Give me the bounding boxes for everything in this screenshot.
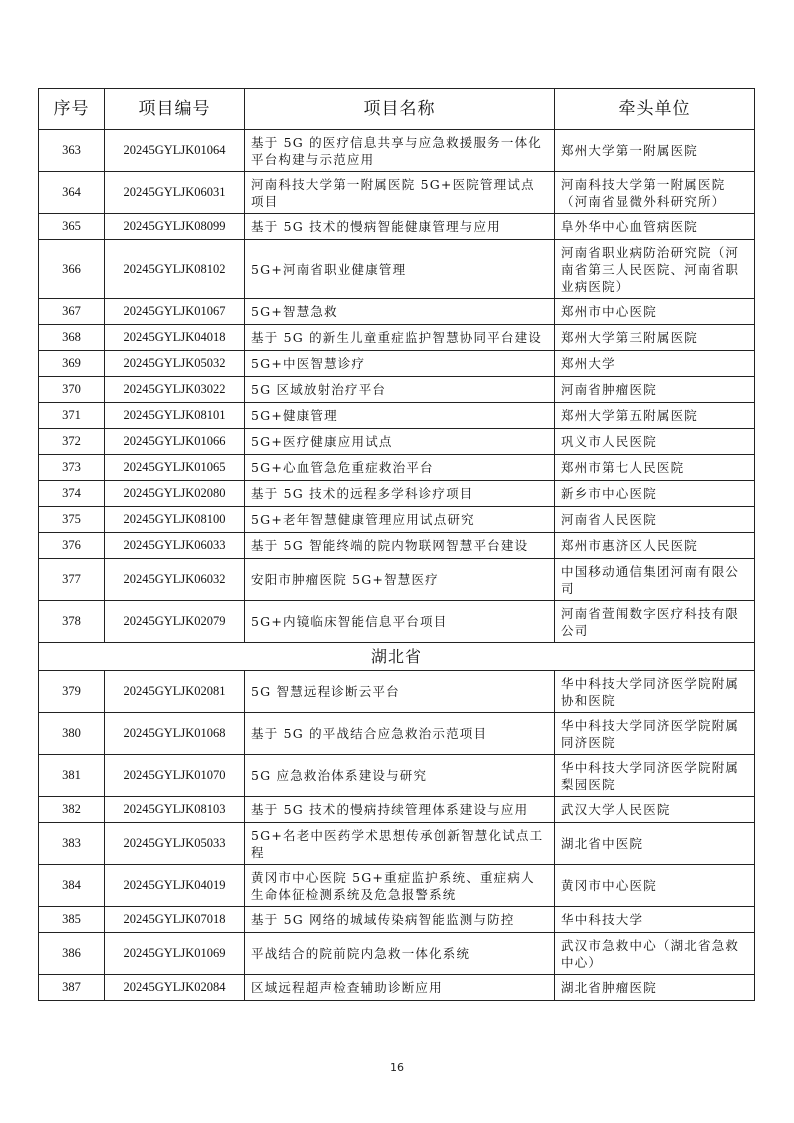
project-code: 20245GYLJK01066 bbox=[105, 429, 245, 455]
section-row bbox=[39, 643, 755, 671]
row-index: 384 bbox=[39, 865, 105, 907]
row-index: 369 bbox=[39, 351, 105, 377]
project-name: 5G 智慧远程诊断云平台 bbox=[245, 671, 555, 713]
table-row bbox=[39, 481, 755, 507]
table-header-row bbox=[39, 89, 755, 130]
project-code: 20245GYLJK02081 bbox=[105, 671, 245, 713]
lead-unit: 郑州市中心医院 bbox=[555, 299, 755, 325]
project-code: 20245GYLJK01070 bbox=[105, 755, 245, 797]
lead-unit: 郑州市第七人民医院 bbox=[555, 455, 755, 481]
project-code: 20245GYLJK08103 bbox=[105, 797, 245, 823]
lead-unit: 中国移动通信集团河南有限公司 bbox=[555, 559, 755, 601]
row-index: 378 bbox=[39, 601, 105, 643]
table-row bbox=[39, 975, 755, 1001]
project-code: 20245GYLJK08100 bbox=[105, 507, 245, 533]
lead-unit: 郑州大学第一附属医院 bbox=[555, 130, 755, 172]
project-code: 20245GYLJK03022 bbox=[105, 377, 245, 403]
row-index: 381 bbox=[39, 755, 105, 797]
project-code: 20245GYLJK07018 bbox=[105, 907, 245, 933]
lead-unit: 华中科技大学同济医学院附属同济医院 bbox=[555, 713, 755, 755]
table-row bbox=[39, 907, 755, 933]
row-index: 365 bbox=[39, 214, 105, 240]
lead-unit: 郑州大学第五附属医院 bbox=[555, 403, 755, 429]
project-name: 5G+智慧急救 bbox=[245, 299, 555, 325]
project-name: 基于 5G 的平战结合应急救治示范项目 bbox=[245, 713, 555, 755]
project-name: 基于 5G 网络的城域传染病智能监测与防控 bbox=[245, 907, 555, 933]
table-row bbox=[39, 797, 755, 823]
project-name: 区域远程超声检查辅助诊断应用 bbox=[245, 975, 555, 1001]
table-row bbox=[39, 671, 755, 713]
table-row bbox=[39, 933, 755, 975]
project-name: 基于 5G 的新生儿童重症监护智慧协同平台建设 bbox=[245, 325, 555, 351]
project-name: 安阳市肿瘤医院 5G+智慧医疗 bbox=[245, 559, 555, 601]
project-name: 基于 5G 技术的慢病持续管理体系建设与应用 bbox=[245, 797, 555, 823]
table-row bbox=[39, 130, 755, 172]
project-code: 20245GYLJK02080 bbox=[105, 481, 245, 507]
project-name: 基于 5G 技术的远程多学科诊疗项目 bbox=[245, 481, 555, 507]
project-name: 5G 区域放射治疗平台 bbox=[245, 377, 555, 403]
lead-unit: 武汉市急救中心（湖北省急救中心） bbox=[555, 933, 755, 975]
row-index: 370 bbox=[39, 377, 105, 403]
row-index: 375 bbox=[39, 507, 105, 533]
project-code: 20245GYLJK01069 bbox=[105, 933, 245, 975]
row-index: 379 bbox=[39, 671, 105, 713]
project-table bbox=[38, 88, 755, 1001]
lead-unit: 河南省职业病防治研究院（河南省第三人民医院、河南省职业病医院） bbox=[555, 240, 755, 299]
table-row bbox=[39, 351, 755, 377]
project-name: 5G+医疗健康应用试点 bbox=[245, 429, 555, 455]
project-name: 5G+中医智慧诊疗 bbox=[245, 351, 555, 377]
lead-unit: 阜外华中心血管病医院 bbox=[555, 214, 755, 240]
lead-unit: 郑州大学 bbox=[555, 351, 755, 377]
row-index: 371 bbox=[39, 403, 105, 429]
table-row bbox=[39, 533, 755, 559]
lead-unit: 湖北省肿瘤医院 bbox=[555, 975, 755, 1001]
row-index: 364 bbox=[39, 172, 105, 214]
lead-unit: 河南科技大学第一附属医院（河南省显微外科研究所） bbox=[555, 172, 755, 214]
project-code: 20245GYLJK05033 bbox=[105, 823, 245, 865]
page-number: 16 bbox=[390, 1061, 404, 1074]
row-index: 374 bbox=[39, 481, 105, 507]
project-name: 5G+内镜临床智能信息平台项目 bbox=[245, 601, 555, 643]
header-index: 序号 bbox=[39, 89, 105, 130]
row-index: 372 bbox=[39, 429, 105, 455]
project-code: 20245GYLJK08101 bbox=[105, 403, 245, 429]
project-name: 基于 5G 智能终端的院内物联网智慧平台建设 bbox=[245, 533, 555, 559]
project-name: 5G+健康管理 bbox=[245, 403, 555, 429]
row-index: 382 bbox=[39, 797, 105, 823]
table-row bbox=[39, 240, 755, 299]
table-row bbox=[39, 403, 755, 429]
project-code: 20245GYLJK06033 bbox=[105, 533, 245, 559]
project-code: 20245GYLJK02079 bbox=[105, 601, 245, 643]
lead-unit: 华中科技大学同济医学院附属协和医院 bbox=[555, 671, 755, 713]
project-code: 20245GYLJK08102 bbox=[105, 240, 245, 299]
project-name: 河南科技大学第一附属医院 5G+医院管理试点项目 bbox=[245, 172, 555, 214]
project-name: 基于 5G 技术的慢病智能健康管理与应用 bbox=[245, 214, 555, 240]
row-index: 366 bbox=[39, 240, 105, 299]
table-row bbox=[39, 823, 755, 865]
lead-unit: 巩义市人民医院 bbox=[555, 429, 755, 455]
table-row bbox=[39, 713, 755, 755]
table-row bbox=[39, 865, 755, 907]
project-name: 5G+河南省职业健康管理 bbox=[245, 240, 555, 299]
header-lead-unit: 牵头单位 bbox=[555, 89, 755, 130]
row-index: 376 bbox=[39, 533, 105, 559]
lead-unit: 河南省萱闱数字医疗科技有限公司 bbox=[555, 601, 755, 643]
lead-unit: 华中科技大学 bbox=[555, 907, 755, 933]
table-row bbox=[39, 559, 755, 601]
table-row bbox=[39, 299, 755, 325]
project-name: 5G+老年智慧健康管理应用试点研究 bbox=[245, 507, 555, 533]
lead-unit: 华中科技大学同济医学院附属梨园医院 bbox=[555, 755, 755, 797]
header-project-code: 项目编号 bbox=[105, 89, 245, 130]
project-name: 平战结合的院前院内急救一体化系统 bbox=[245, 933, 555, 975]
lead-unit: 郑州市惠济区人民医院 bbox=[555, 533, 755, 559]
project-code: 20245GYLJK01068 bbox=[105, 713, 245, 755]
project-code: 20245GYLJK06031 bbox=[105, 172, 245, 214]
project-code: 20245GYLJK01064 bbox=[105, 130, 245, 172]
project-name: 基于 5G 的医疗信息共享与应急救援服务一体化平台构建与示范应用 bbox=[245, 130, 555, 172]
row-index: 383 bbox=[39, 823, 105, 865]
row-index: 385 bbox=[39, 907, 105, 933]
project-code: 20245GYLJK01067 bbox=[105, 299, 245, 325]
project-code: 20245GYLJK01065 bbox=[105, 455, 245, 481]
project-code: 20245GYLJK05032 bbox=[105, 351, 245, 377]
table-row bbox=[39, 377, 755, 403]
row-index: 387 bbox=[39, 975, 105, 1001]
project-code: 20245GYLJK06032 bbox=[105, 559, 245, 601]
project-code: 20245GYLJK04019 bbox=[105, 865, 245, 907]
row-index: 377 bbox=[39, 559, 105, 601]
row-index: 373 bbox=[39, 455, 105, 481]
row-index: 363 bbox=[39, 130, 105, 172]
project-code: 20245GYLJK02084 bbox=[105, 975, 245, 1001]
row-index: 386 bbox=[39, 933, 105, 975]
table-row bbox=[39, 429, 755, 455]
section-title: 湖北省 bbox=[39, 643, 755, 671]
lead-unit: 郑州大学第三附属医院 bbox=[555, 325, 755, 351]
lead-unit: 武汉大学人民医院 bbox=[555, 797, 755, 823]
project-code: 20245GYLJK04018 bbox=[105, 325, 245, 351]
row-index: 380 bbox=[39, 713, 105, 755]
table-row bbox=[39, 325, 755, 351]
table-row bbox=[39, 755, 755, 797]
lead-unit: 河南省肿瘤医院 bbox=[555, 377, 755, 403]
row-index: 367 bbox=[39, 299, 105, 325]
table-row bbox=[39, 455, 755, 481]
row-index: 368 bbox=[39, 325, 105, 351]
lead-unit: 新乡市中心医院 bbox=[555, 481, 755, 507]
project-name: 黄冈市中心医院 5G+重症监护系统、重症病人生命体征检测系统及危急报警系统 bbox=[245, 865, 555, 907]
project-code: 20245GYLJK08099 bbox=[105, 214, 245, 240]
table-row bbox=[39, 601, 755, 643]
table-row bbox=[39, 172, 755, 214]
lead-unit: 黄冈市中心医院 bbox=[555, 865, 755, 907]
table-row bbox=[39, 214, 755, 240]
table-body bbox=[39, 130, 755, 1001]
lead-unit: 湖北省中医院 bbox=[555, 823, 755, 865]
project-name: 5G+心血管急危重症救治平台 bbox=[245, 455, 555, 481]
table-row bbox=[39, 507, 755, 533]
header-project-name: 项目名称 bbox=[245, 89, 555, 130]
project-name: 5G+名老中医药学术思想传承创新智慧化试点工程 bbox=[245, 823, 555, 865]
lead-unit: 河南省人民医院 bbox=[555, 507, 755, 533]
project-name: 5G 应急救治体系建设与研究 bbox=[245, 755, 555, 797]
